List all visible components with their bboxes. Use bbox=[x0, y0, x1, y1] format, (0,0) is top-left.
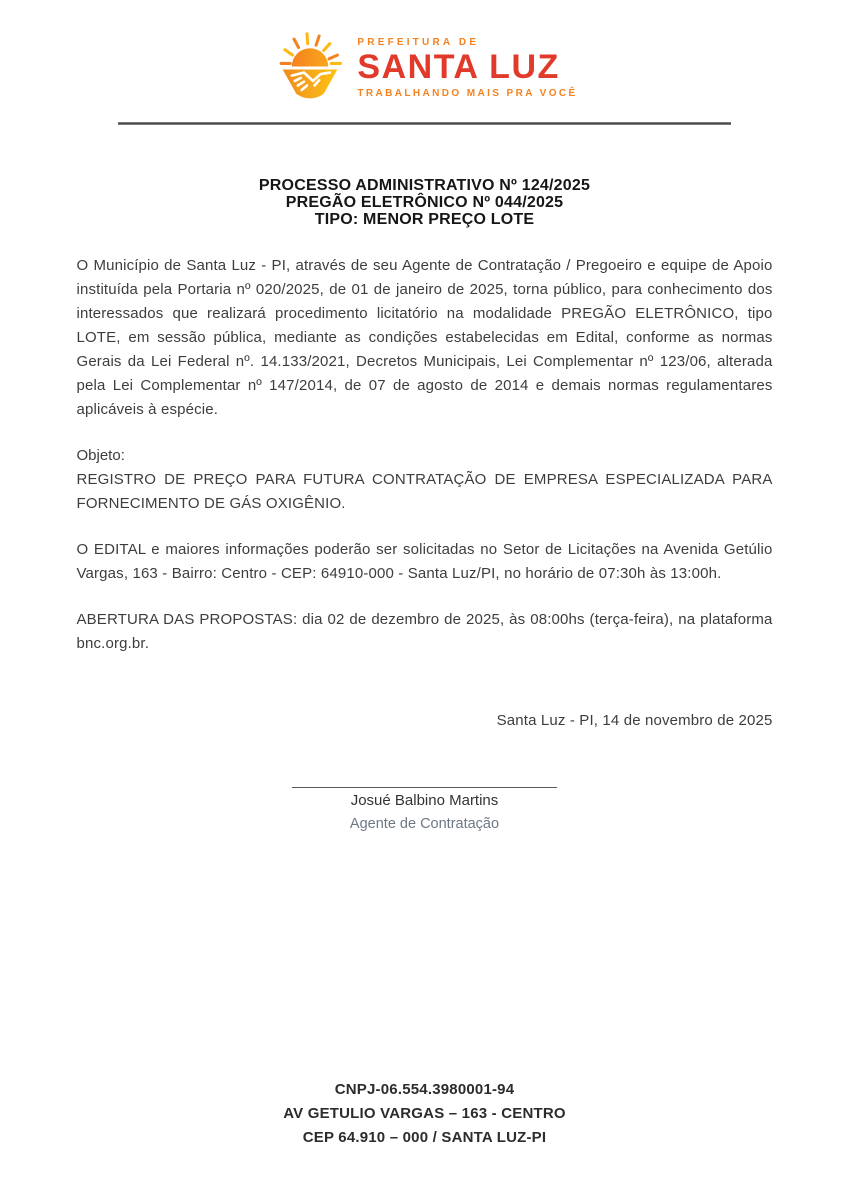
logo-text bbox=[357, 37, 577, 99]
title-auction-number: PREGÃO ELETRÔNICO Nº 044/2025 bbox=[285, 194, 564, 211]
city-hall-logo bbox=[271, 30, 577, 106]
page-header bbox=[0, 0, 849, 106]
footer-cep: CEP 64.910 – 000 / SANTA LUZ-PI bbox=[302, 1129, 547, 1146]
page-footer bbox=[0, 1078, 849, 1150]
footer-address: AV GETULIO VARGAS – 163 - CENTRO bbox=[283, 1105, 566, 1122]
logo-tagline: TRABALHANDO MAIS PRA VOCÊ bbox=[357, 88, 578, 99]
footer-cnpj: CNPJ-06.554.3980001-94 bbox=[334, 1081, 515, 1098]
signatory-role: Agente de Contratação bbox=[349, 816, 500, 832]
object-label: Objeto: bbox=[76, 447, 125, 464]
intro-paragraph: O Município de Santa Luz - PI, através de seu Agente de Contratação / Pregoeiro e equipe de Apoio instituída pela Portaria nº 020/2025, de 01 de janeiro de 2025, torna público, para conhecimento dos interessados que realizará procedimento licitatório na modalidade PREGÃO ELETRÔNICO, tipo LOTE, em sessão pública, mediante as condições estabelecidas em Edital, conforme as normas Gerais da Lei Federal nº. 14.133/2021, Decretos Municipais, Lei Complementar nº 123/06, alterada pela Lei Complementar nº 147/2014, de 07 de agosto de 2014 e demais normas regulamentares aplicáveis à espécie. bbox=[76, 257, 773, 418]
signatory-name: Josué Balbino Martins bbox=[350, 792, 499, 809]
signature-line: __________________________________ bbox=[292, 772, 557, 788]
logo-department: PREFEITURA DE bbox=[357, 37, 480, 48]
title-type: TIPO: MENOR PREÇO LOTE bbox=[314, 211, 535, 228]
logo-city-name: SANTA LUZ bbox=[357, 48, 560, 86]
title-process-number: PROCESSO ADMINISTRATIVO Nº 124/2025 bbox=[258, 177, 591, 194]
edital-paragraph: O EDITAL e maiores informações poderão ser solicitadas no Setor de Licitações na Avenida Getúlio Vargas, 163 - Bairro: Centro - CEP: 64910-000 - Santa Luz/PI, no horário de 07:30h às 13:00h. bbox=[76, 541, 773, 582]
date-line: Santa Luz - PI, 14 de novembro de 2025 bbox=[496, 712, 773, 729]
header-divider bbox=[118, 122, 731, 125]
document-title bbox=[0, 177, 849, 228]
document-body bbox=[77, 254, 773, 832]
object-text: REGISTRO DE PREÇO PARA FUTURA CONTRATAÇÃO DE EMPRESA ESPECIALIZADA PARA FORNECIMENTO DE GÁS OXIGÊNIO. bbox=[76, 471, 773, 512]
opening-paragraph: ABERTURA DAS PROPOSTAS: dia 02 de dezembro de 2025, às 08:00hs (terça-feira), na plataforma bnc.org.br. bbox=[76, 611, 773, 652]
signature-block bbox=[77, 773, 773, 832]
sun-handshake-icon bbox=[271, 30, 349, 106]
